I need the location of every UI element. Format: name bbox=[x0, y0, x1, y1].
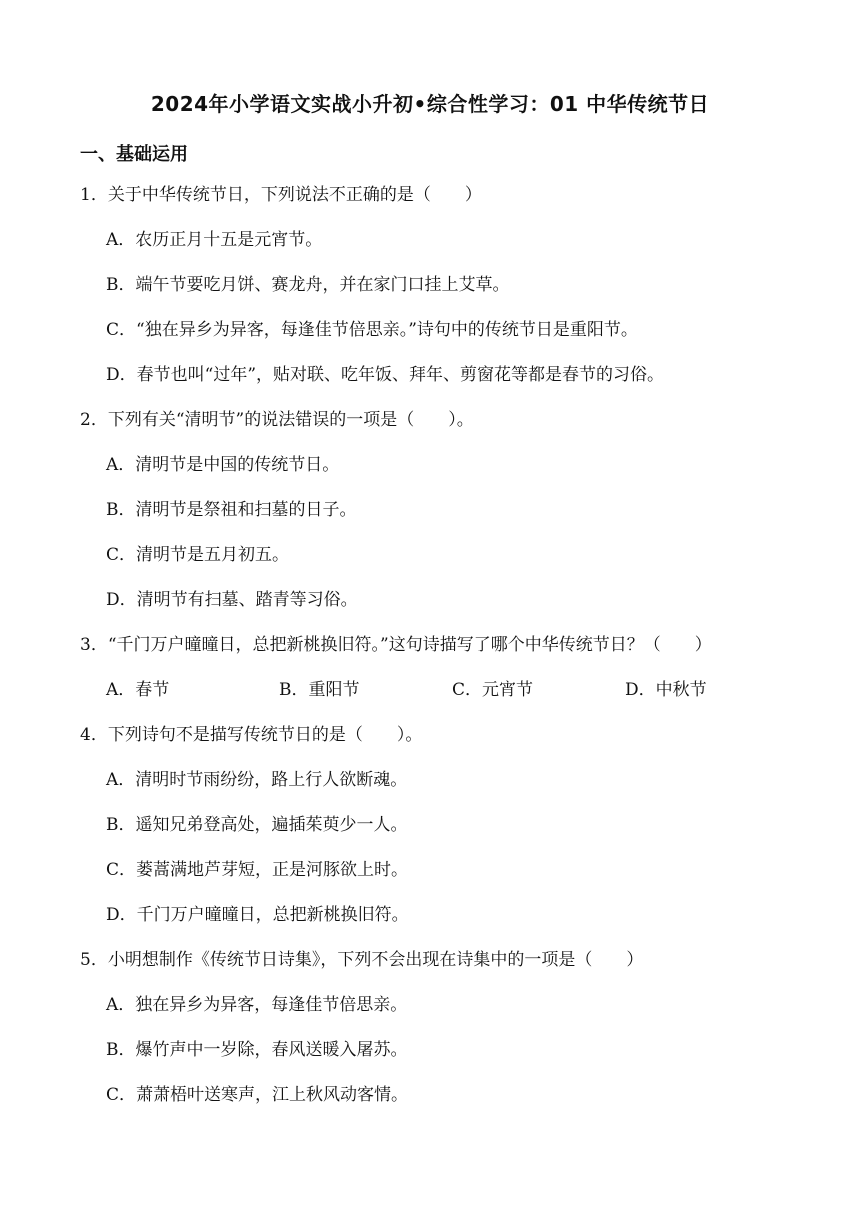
question-4-option-c: C．蒌蒿满地芦芽短，正是河豚欲上时。 bbox=[106, 860, 409, 880]
question-1-option-a: A．农历正月十五是元宵节。 bbox=[106, 230, 323, 250]
question-3-stem: 3．“千门万户曈曈日，总把新桃换旧符。”这句诗描写了哪个中华传统节日？（ ） bbox=[80, 635, 712, 655]
section-heading: 一、基础运用 bbox=[80, 144, 188, 165]
question-1-option-c: C．“独在异乡为异客，每逢佳节倍思亲。”诗句中的传统节日是重阳节。 bbox=[106, 320, 638, 340]
question-4-stem: 4．下列诗句不是描写传统节日的是（ ）。 bbox=[80, 725, 423, 745]
question-2-option-d: D．清明节有扫墓、踏青等习俗。 bbox=[106, 590, 358, 610]
question-5-stem: 5．小明想制作《传统节日诗集》，下列不会出现在诗集中的一项是（ ） bbox=[80, 950, 644, 970]
question-4-option-b: B．遥知兄弟登高处，遍插茱萸少一人。 bbox=[106, 815, 408, 835]
document-title: 2024年小学语文实战小升初•综合性学习：01 中华传统节日 bbox=[150, 92, 710, 116]
question-3-options bbox=[80, 677, 820, 722]
question-4-option-a: A．清明时节雨纷纷，路上行人欲断魂。 bbox=[106, 770, 408, 790]
question-2-option-c: C．清明节是五月初五。 bbox=[106, 545, 290, 565]
question-5-option-b: B．爆竹声中一岁除，春风送暖入屠苏。 bbox=[106, 1040, 408, 1060]
question-1-option-b: B．端午节要吃月饼、赛龙舟，并在家门口挂上艾草。 bbox=[106, 275, 510, 295]
question-3-option-a: A．春节 bbox=[106, 680, 170, 700]
question-1-option-d: D．春节也叫“过年”，贴对联、吃年饭、拜年、剪窗花等都是春节的习俗。 bbox=[106, 365, 665, 385]
question-2-option-a: A．清明节是中国的传统节日。 bbox=[106, 455, 340, 475]
question-4-option-d: D．千门万户曈曈日，总把新桃换旧符。 bbox=[106, 905, 409, 925]
question-2-stem: 2．下列有关“清明节”的说法错误的一项是（ ）。 bbox=[80, 410, 474, 430]
question-5-option-a: A．独在异乡为异客，每逢佳节倍思亲。 bbox=[106, 995, 408, 1015]
question-1-stem: 1．关于中华传统节日，下列说法不正确的是（ ） bbox=[80, 185, 482, 205]
question-3-option-b: B．重阳节 bbox=[279, 680, 360, 700]
question-list bbox=[80, 182, 820, 1127]
question-3-option-c: C．元宵节 bbox=[452, 680, 534, 700]
question-5-option-c: C．萧萧梧叶送寒声，江上秋风动客情。 bbox=[106, 1085, 409, 1105]
question-2-option-b: B．清明节是祭祖和扫墓的日子。 bbox=[106, 500, 357, 520]
question-3-option-d: D．中秋节 bbox=[625, 680, 707, 700]
